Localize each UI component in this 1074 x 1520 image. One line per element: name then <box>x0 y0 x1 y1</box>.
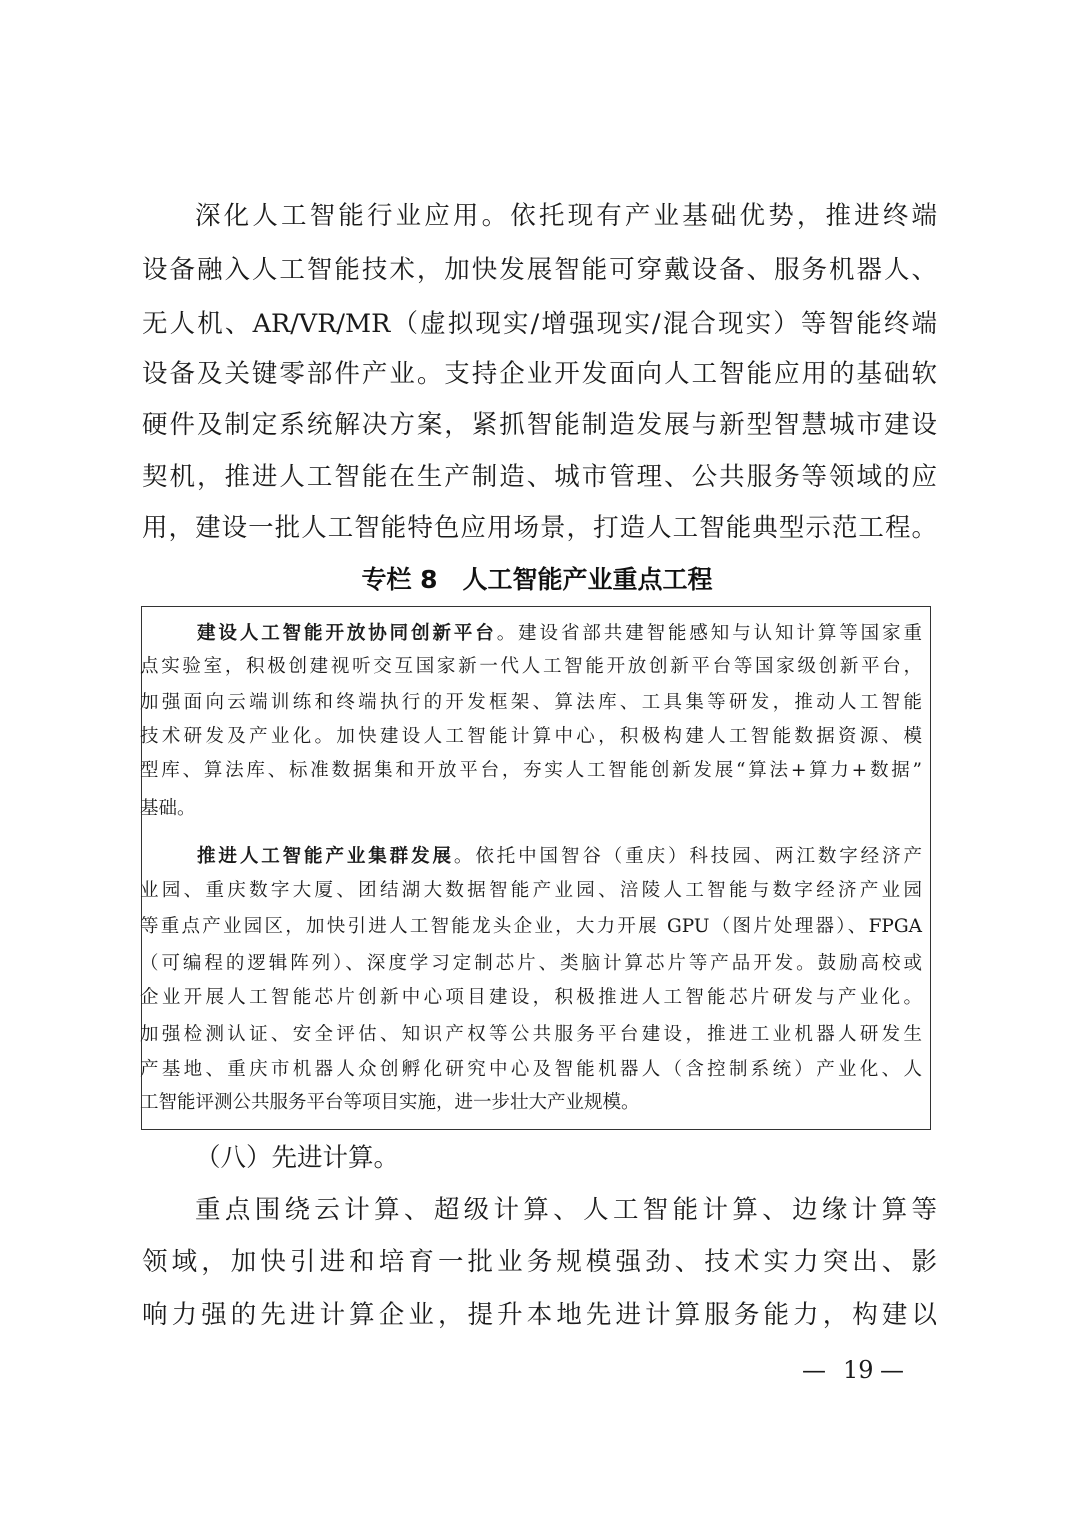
body-text-line: 领域，加快引进和培育一批业务规模强劲、技术实力突出、影 <box>142 1247 937 1277</box>
box-text-line: 型库、算法库、标准数据集和开放平台，夯实人工智能创新发展“算法+算力+数据” <box>140 760 922 781</box>
section-heading: （八）先进计算。 <box>195 1143 400 1173</box>
page-footer <box>0 1350 1074 1390</box>
box-text-line <box>197 619 922 649</box>
box-text-line: 技术研发及产业化。加快建设人工智能计算中心，积极构建人工智能数据资源、模 <box>140 726 922 747</box>
box-text-line: 基础。 <box>140 798 196 819</box>
item-title: 建设人工智能开放协同创新平台 <box>197 623 497 644</box>
box-text-line: 工智能评测公共服务平台等项目实施，进一步壮大产业规模。 <box>140 1092 640 1113</box>
box-text-line: 加强检测认证、安全评估、知识产权等公共服务平台建设，推进工业机器人研发生 <box>140 1024 922 1045</box>
body-text-line: 硬件及制定系统解决方案，紧抓智能制造发展与新型智慧城市建设 <box>142 410 937 440</box>
body-text-line: 设备融入人工智能技术，加快发展智能可穿戴设备、服务机器人、 <box>142 255 937 285</box>
body-text-line: 无人机、AR/VR/MR（虚拟现实/增强现实/混合现实）等智能终端 <box>142 309 937 339</box>
body-text-line: 响力强的先进计算企业，提升本地先进计算服务能力，构建以 <box>142 1300 937 1330</box>
page-dash-left: — <box>802 1356 826 1384</box>
box-text-line: 点实验室，积极创建视听交互国家新一代人工智能开放创新平台等国家级创新平台， <box>140 656 922 677</box>
box-text-line: 产基地、重庆市机器人众创孵化研究中心及智能机器人（含控制系统）产业化、人 <box>140 1059 922 1080</box>
box-text-line: 企业开展人工智能芯片创新中心项目建设，积极推进人工智能芯片研发与产业化。 <box>140 987 922 1008</box>
page-number: 19 <box>843 1356 874 1384</box>
box-text-line: （可编程的逻辑阵列）、深度学习定制芯片、类脑计算芯片等产品开发。鼓励高校或 <box>140 953 922 974</box>
box-text: 。建设省部共建智能感知与认知计算等国家重 <box>496 623 922 644</box>
body-text-line: 深化人工智能行业应用。依托现有产业基础优势，推进终端 <box>195 201 937 231</box>
body-text-line: 契机，推进人工智能在生产制造、城市管理、公共服务等领域的应 <box>142 462 937 492</box>
body-text-line: 重点围绕云计算、超级计算、人工智能计算、边缘计算等 <box>195 1195 937 1225</box>
item-title: 推进人工智能产业集群发展 <box>197 846 454 867</box>
box-text-line: 业园、重庆数字大厦、团结湖大数据智能产业园、涪陵人工智能与数字经济产业园 <box>140 880 922 901</box>
box-text-line: 加强面向云端训练和终端执行的开发框架、算法库、工具集等研发，推动人工智能 <box>140 692 922 713</box>
box-text: 。依托中国智谷（重庆）科技园、两江数字经济产 <box>453 846 922 867</box>
page-dash-right: — <box>880 1356 904 1384</box>
column-title: 专栏 8 人工智能产业重点工程 <box>361 565 713 594</box>
body-text-line: 用，建设一批人工智能特色应用场景，打造人工智能典型示范工程。 <box>142 513 937 543</box>
box-text-line: 等重点产业园区，加快引进人工智能龙头企业，大力开展 GPU（图片处理器）、FPGA <box>140 916 922 937</box>
body-text-line: 设备及关键零部件产业。支持企业开发面向人工智能应用的基础软 <box>142 359 937 389</box>
box-text-line <box>197 842 922 872</box>
